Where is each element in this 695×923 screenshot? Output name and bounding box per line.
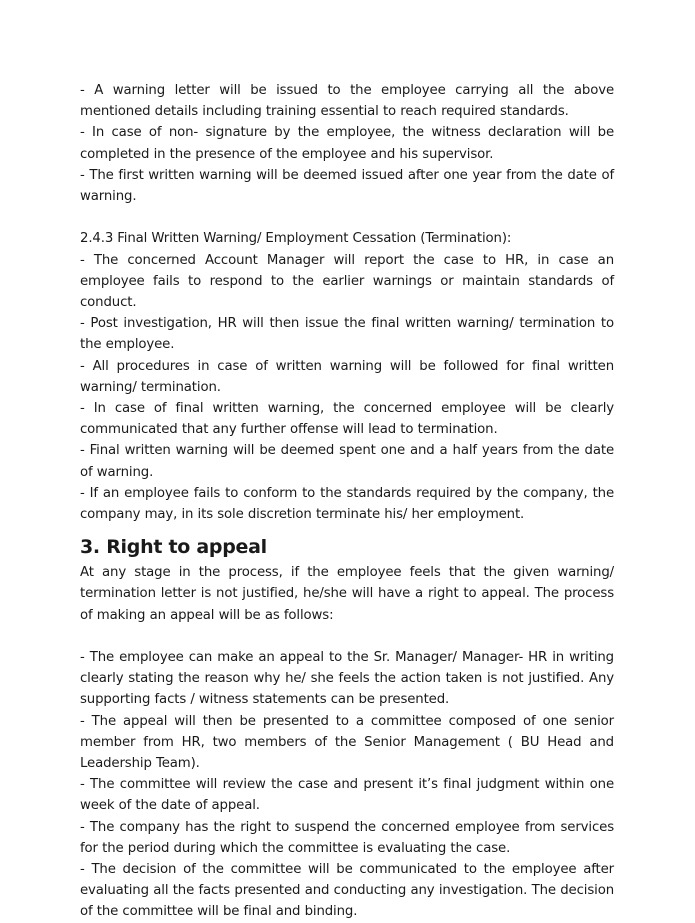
paragraph-warning-deemed-spent: - Final written warning will be deemed spent one and a half years from the date of warning. — [80, 443, 614, 480]
paragraph-further-offense-termination: - In case of final written warning, the concerned employee will be clearly communicated that any further offense will lead to termination. — [80, 401, 614, 438]
paragraph-gap — [80, 626, 614, 647]
section-heading-right-to-appeal: 3. Right to appeal — [80, 536, 267, 559]
paragraph-account-manager-report: - The concerned Account Manager will report the case to HR, in case an employee fails to respond to the earlier warnings or maintain standards of conduct. — [80, 252, 614, 311]
paragraph-warning-letter-issued: - A warning letter will be issued to the employee carrying all the above mentioned details including training essential to reach required standards. — [80, 83, 614, 120]
paragraph-first-written-warning-deemed: - The first written warning will be deemed issued after one year from the date of warning. — [80, 167, 614, 205]
paragraph-company-suspend-right: - The company has the right to suspend the concerned employee from services for the period during which the committee is evaluating the case. — [80, 819, 614, 856]
paragraph-post-investigation: - Post investigation, HR will then issue the final written warning/ termination to the employee. — [80, 316, 614, 353]
paragraph-all-procedures-followed: - All procedures in case of written warning will be followed for final written warning/ termination. — [80, 358, 614, 395]
paragraph-committee-review-judgment: - The committee will review the case and present it’s final judgment within one week of the date of appeal. — [80, 777, 614, 814]
paragraph-appeal-intro: At any stage in the process, if the employee feels that the given warning/ termination letter is not justified, he/she will have a right to appeal. The process of making an appeal will be as follows: — [80, 565, 614, 623]
subheading-final-written-warning: 2.4.3 Final Written Warning/ Employment Cessation (Termination): — [80, 231, 512, 247]
paragraph-appeal-committee-composition: - The appeal will then be presented to a committee composed of one senior member from HR, two members of the Senior Management ( BU Head and Leadership Team). — [80, 713, 614, 772]
paragraph-fails-to-conform: - If an employee fails to conform to the standards required by the company, the company may, in its sole discretion terminate his/ her employment. — [80, 485, 614, 523]
paragraph-gap — [80, 207, 614, 228]
paragraph-employee-make-appeal: - The employee can make an appeal to the Sr. Manager/ Manager- HR in writing clearly stating the reason why he/ she feels the action taken is not justified. Any supporting facts / witness statements can be presented. — [80, 650, 614, 708]
document-body — [80, 80, 614, 923]
paragraph-committee-decision-final: - The decision of the committee will be communicated to the employee after evaluating all the facts presented and conducting any investigation. The decision of the committee will be final and binding. — [80, 862, 614, 920]
paragraph-non-signature-witness: - In case of non- signature by the employee, the witness declaration will be completed in the presence of the employee and his supervisor. — [80, 125, 614, 162]
